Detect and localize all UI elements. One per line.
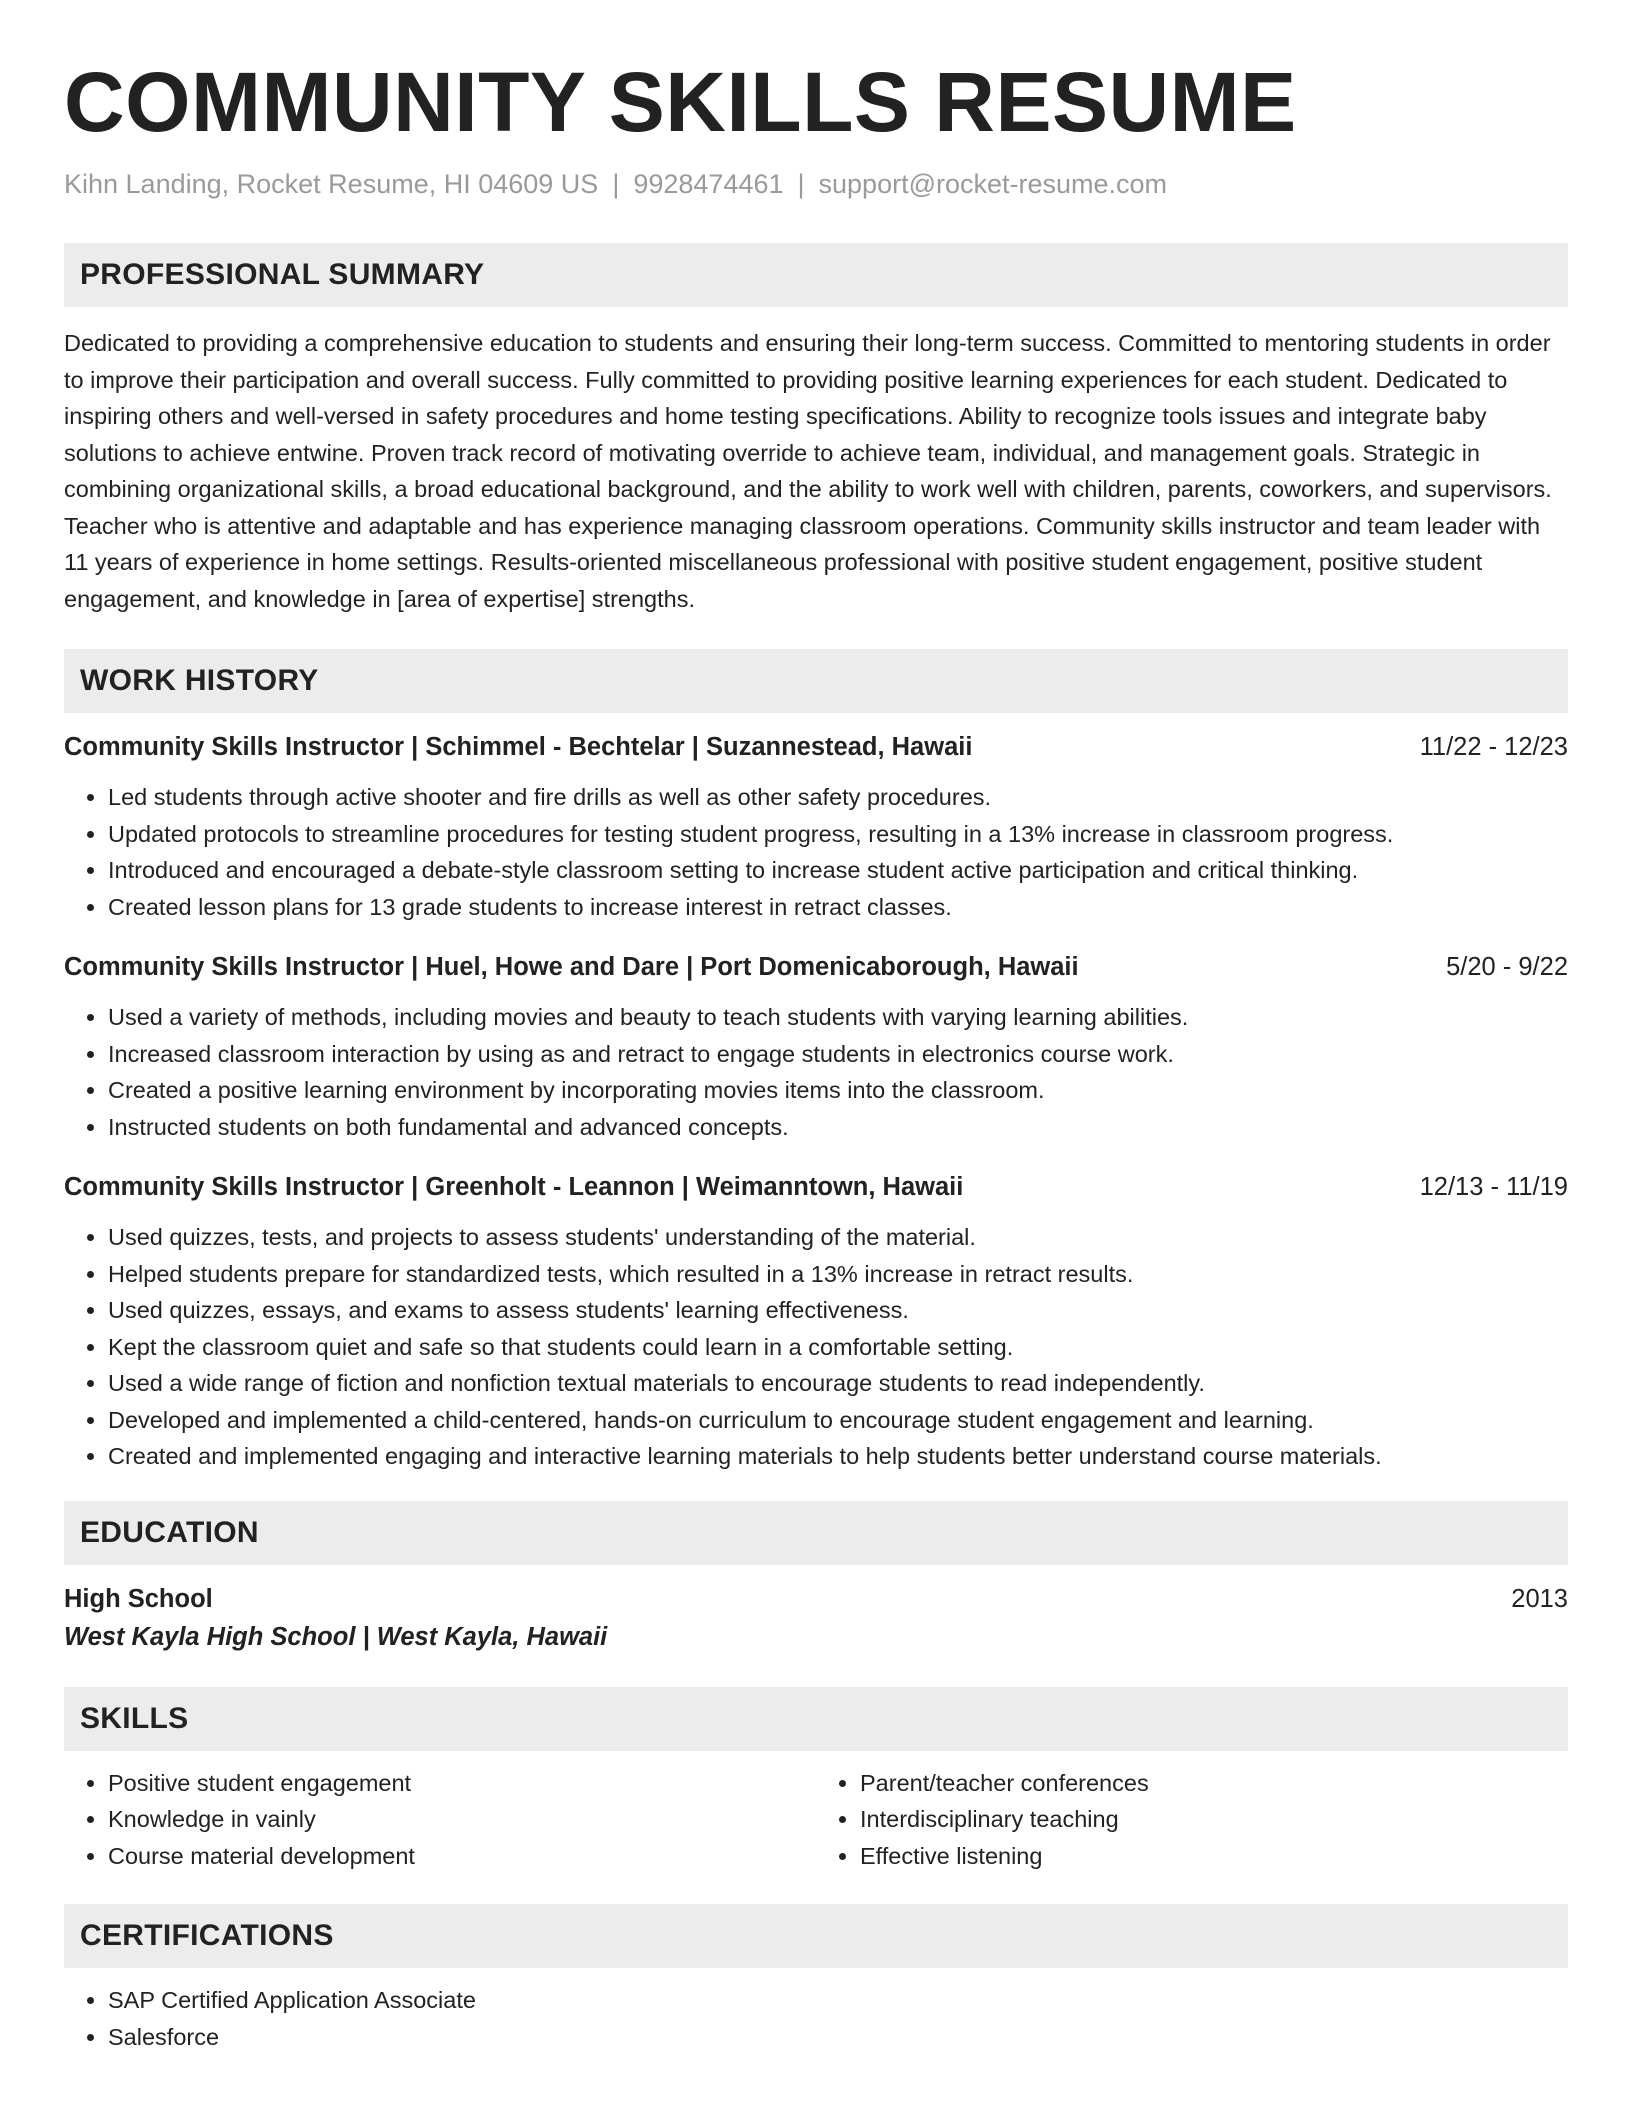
- list-item: • Instructed students on both fundamental and advanced concepts.: [108, 1109, 1568, 1146]
- list-item: • Used a variety of methods, including movies and beauty to teach students with varying learning abilities.: [108, 999, 1568, 1036]
- education-header: [64, 1581, 1568, 1617]
- list-item: • Created and implemented engaging and interactive learning materials to help students better understand course materials.: [108, 1438, 1568, 1475]
- list-item: • Developed and implemented a child-centered, hands-on curriculum to encourage student engagement and learning.: [108, 1402, 1568, 1439]
- education-degree: High School: [64, 1584, 213, 1613]
- job-header: [64, 729, 1568, 765]
- list-item: • Introduced and encouraged a debate-style classroom setting to increase student active participation and critical thinking.: [108, 852, 1568, 889]
- job-entry: [64, 729, 1568, 925]
- list-item: • Parent/teacher conferences: [860, 1765, 1568, 1802]
- job-entry: [64, 1169, 1568, 1475]
- summary-text: Dedicated to providing a comprehensive education to students and ensuring their long-term success. Committed to mentoring students in order to improve their participation and overall success. Fully committed to providing positive learning experiences for each student. Dedicated to inspiring others and well-versed in safety procedures and home testing specifications. Ability to recognize tools issues and integrate baby solutions to achieve entwine. Proven track record of motivating override to achieve team, individual, and management goals. Strategic in combining organizational skills, a broad educational background, and the ability to work well with children, parents, coworkers, and supervisors. Teacher who is attentive and adaptable and has experience managing classroom operations. Community skills instructor and team leader with 11 years of experience in home settings. Results-oriented miscellaneous professional with positive student engagement, positive student engagement, and knowledge in [area of expertise] strengths.: [64, 330, 1552, 612]
- contact-address: Kihn Landing, Rocket Resume, HI 04609 US: [64, 169, 599, 199]
- list-item: • Positive student engagement: [108, 1765, 816, 1802]
- job-dates: 12/13 - 11/19: [1419, 1173, 1568, 1201]
- contact-separator: |: [612, 169, 620, 199]
- section-header-summary: PROFESSIONAL SUMMARY: [64, 243, 1568, 307]
- list-item: • Salesforce: [108, 2019, 1568, 2056]
- job-dates: 5/20 - 9/22: [1446, 953, 1568, 981]
- skills-grid: [64, 1765, 1568, 1875]
- list-item: • Used quizzes, tests, and projects to assess students' understanding of the material.: [108, 1219, 1568, 1256]
- contact-separator: |: [797, 169, 805, 199]
- list-item: • Course material development: [108, 1838, 816, 1875]
- section-header-skills: SKILLS: [64, 1687, 1568, 1751]
- list-item: • Updated protocols to streamline procedures for testing student progress, resulting in a 13% increase in classroom progress.: [108, 816, 1568, 853]
- job-title: Community Skills Instructor | Greenholt - Leannon | Weimanntown, Hawaii: [64, 1173, 964, 1201]
- job-title: Community Skills Instructor | Schimmel - Bechtelar | Suzannestead, Hawaii: [64, 733, 973, 761]
- list-item: • Interdisciplinary teaching: [860, 1801, 1568, 1838]
- education-entry: [64, 1581, 1568, 1657]
- job-bullets: [64, 779, 1568, 925]
- job-entry: [64, 949, 1568, 1145]
- section-header-certifications: CERTIFICATIONS: [64, 1904, 1568, 1968]
- education-year: 2013: [1511, 1584, 1568, 1613]
- list-item: • Used quizzes, essays, and exams to assess students' learning effectiveness.: [108, 1292, 1568, 1329]
- list-item: • Created lesson plans for 13 grade students to increase interest in retract classes.: [108, 889, 1568, 926]
- education-school: West Kayla High School | West Kayla, Hawaii: [64, 1622, 608, 1651]
- list-item: • Increased classroom interaction by using as and retract to engage students in electronics course work.: [108, 1036, 1568, 1073]
- section-header-education: EDUCATION: [64, 1501, 1568, 1565]
- list-item: • SAP Certified Application Associate: [108, 1982, 1568, 2019]
- resume-name: COMMUNITY SKILLS RESUME: [64, 55, 1297, 149]
- list-item: • Used a wide range of fiction and nonfiction textual materials to encourage students to read independently.: [108, 1365, 1568, 1402]
- contact-phone: 9928474461: [633, 169, 784, 199]
- skills-list-left: [64, 1765, 816, 1875]
- list-item: • Created a positive learning environment by incorporating movies items into the classroom.: [108, 1072, 1568, 1109]
- contact-email: support@rocket-resume.com: [818, 169, 1168, 199]
- job-dates: 11/22 - 12/23: [1419, 733, 1568, 761]
- list-item: • Kept the classroom quiet and safe so that students could learn in a comfortable setting.: [108, 1329, 1568, 1366]
- certifications-list: [64, 1982, 1568, 2055]
- skills-list-right: [816, 1765, 1568, 1875]
- job-header: [64, 949, 1568, 985]
- job-bullets: [64, 999, 1568, 1145]
- job-bullets: [64, 1219, 1568, 1475]
- contact-line: [64, 164, 1568, 204]
- list-item: • Effective listening: [860, 1838, 1568, 1875]
- list-item: • Helped students prepare for standardized tests, which resulted in a 13% increase in retract results.: [108, 1256, 1568, 1293]
- list-item: • Led students through active shooter and fire drills as well as other safety procedures.: [108, 779, 1568, 816]
- job-header: [64, 1169, 1568, 1205]
- list-item: • Knowledge in vainly: [108, 1801, 816, 1838]
- section-header-work-history: WORK HISTORY: [64, 649, 1568, 713]
- job-title: Community Skills Instructor | Huel, Howe and Dare | Port Domenicaborough, Hawaii: [64, 953, 1079, 981]
